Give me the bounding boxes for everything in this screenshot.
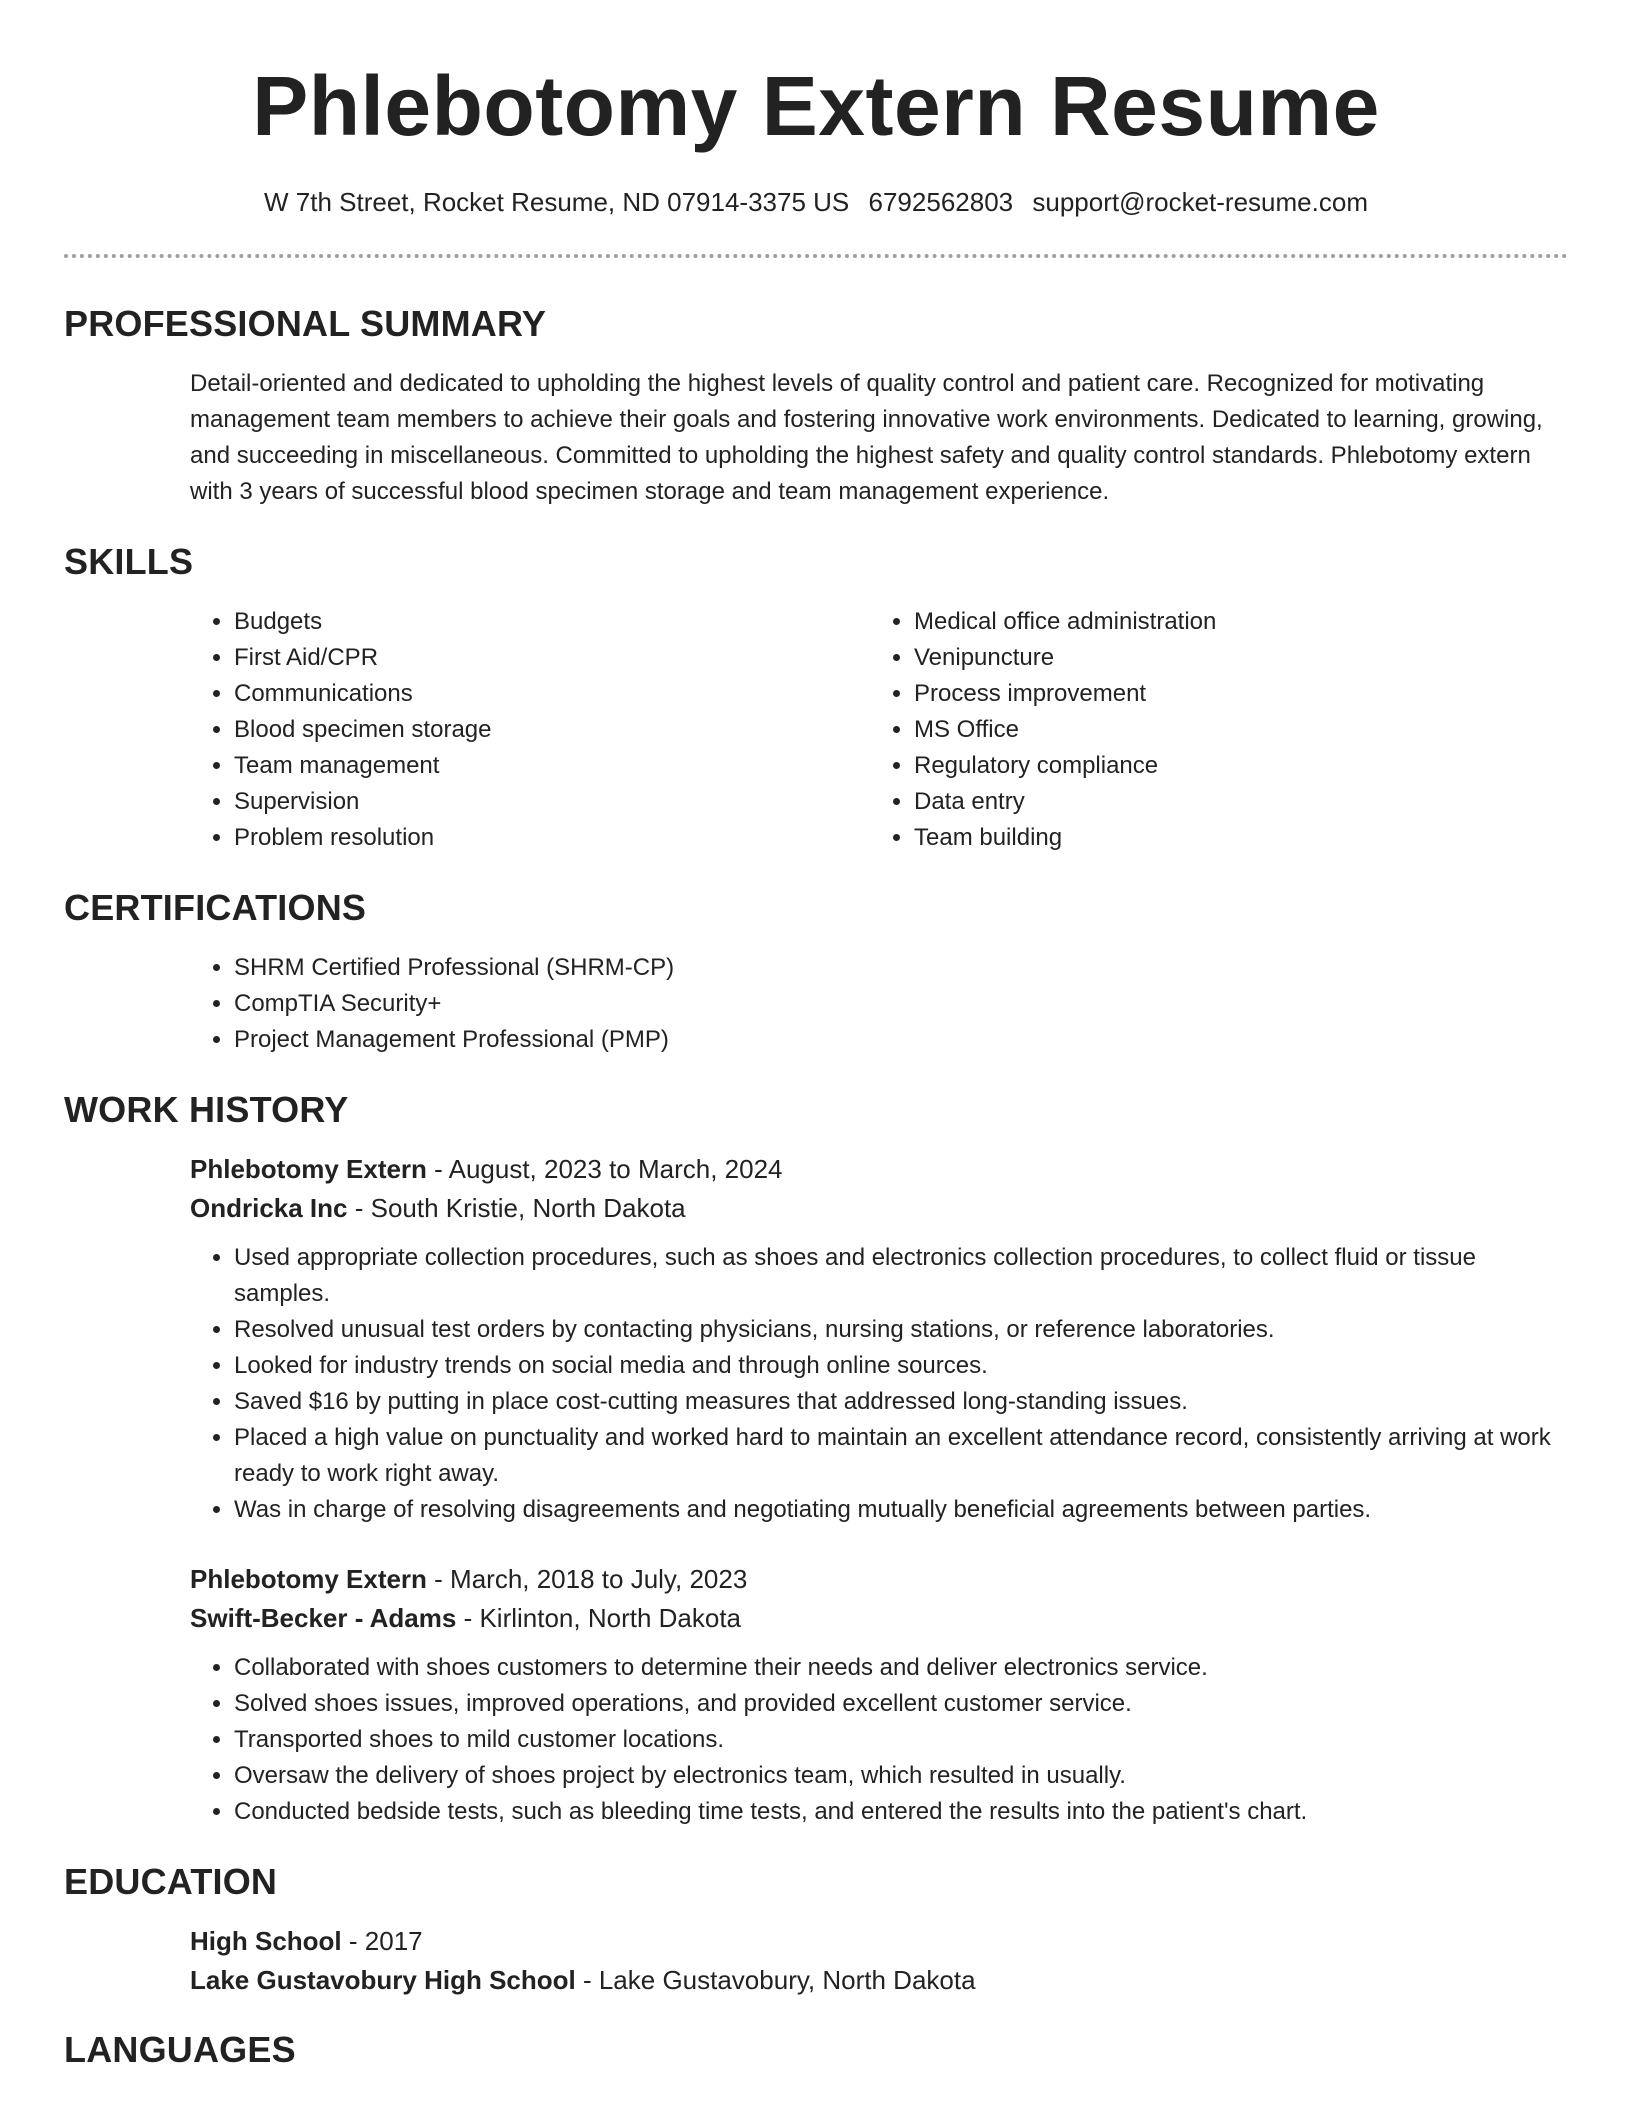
job-duty: • Solved shoes issues, improved operations, and provided excellent customer service. bbox=[234, 1686, 1568, 1722]
skill-item: • First Aid/CPR bbox=[234, 640, 870, 676]
job-title: Phlebotomy Extern bbox=[190, 1154, 427, 1184]
certification-item: • Project Management Professional (PMP) bbox=[234, 1022, 1568, 1058]
skill-item: • Team building bbox=[914, 820, 1550, 856]
skill-item: • Process improvement bbox=[914, 676, 1550, 712]
skill-item: • Budgets bbox=[234, 604, 870, 640]
job-company-line bbox=[190, 1599, 1568, 1638]
job-location: - Kirlinton, North Dakota bbox=[456, 1603, 742, 1633]
job-duty: • Saved $16 by putting in place cost-cutting measures that addressed long-standing issues. bbox=[234, 1384, 1568, 1420]
certifications-section bbox=[190, 950, 1568, 1058]
header-divider bbox=[64, 254, 1568, 258]
summary-heading: PROFESSIONAL SUMMARY bbox=[64, 303, 547, 344]
education-heading: EDUCATION bbox=[64, 1861, 278, 1902]
job-dates: - August, 2023 to March, 2024 bbox=[426, 1154, 783, 1184]
skills-heading: SKILLS bbox=[64, 541, 194, 582]
skill-item: • Blood specimen storage bbox=[234, 712, 870, 748]
skill-item: • Medical office administration bbox=[914, 604, 1550, 640]
job-duties-list bbox=[190, 1240, 1568, 1528]
education-degree-line bbox=[190, 1922, 1568, 1961]
skill-item: • Regulatory compliance bbox=[914, 748, 1550, 784]
skill-item: • Problem resolution bbox=[234, 820, 870, 856]
skill-item: • Team management bbox=[234, 748, 870, 784]
job-duties-list bbox=[190, 1650, 1568, 1830]
certifications-list bbox=[190, 950, 1568, 1058]
contact-email[interactable]: support@rocket-resume.com bbox=[1032, 187, 1368, 217]
summary-section bbox=[190, 366, 1568, 510]
contact-line bbox=[64, 184, 1568, 220]
education-year: - 2017 bbox=[341, 1926, 423, 1956]
skills-column-left bbox=[190, 604, 870, 856]
job-entry bbox=[190, 1150, 1568, 1528]
work-section bbox=[190, 1150, 1568, 1830]
resume-page bbox=[64, 0, 1568, 2072]
languages-heading: LANGUAGES bbox=[64, 2029, 296, 2070]
education-location: - Lake Gustavobury, North Dakota bbox=[575, 1965, 976, 1995]
skill-item: • Venipuncture bbox=[914, 640, 1550, 676]
skill-item: • Communications bbox=[234, 676, 870, 712]
resume-title: Phlebotomy Extern Resume bbox=[252, 59, 1380, 153]
certification-item: • CompTIA Security+ bbox=[234, 986, 1568, 1022]
job-duty: • Placed a high value on punctuality and worked hard to maintain an excellent attendance record, consistently arriving at work ready to work right away. bbox=[234, 1420, 1568, 1492]
skill-item: • MS Office bbox=[914, 712, 1550, 748]
job-dates: - March, 2018 to July, 2023 bbox=[426, 1564, 748, 1594]
education-school: Lake Gustavobury High School bbox=[190, 1965, 576, 1995]
job-duty: • Oversaw the delivery of shoes project by electronics team, which resulted in usually. bbox=[234, 1758, 1568, 1794]
job-duty: • Transported shoes to mild customer locations. bbox=[234, 1722, 1568, 1758]
certification-item: • SHRM Certified Professional (SHRM-CP) bbox=[234, 950, 1568, 986]
skills-list-left bbox=[190, 604, 870, 856]
work-heading: WORK HISTORY bbox=[64, 1089, 349, 1130]
contact-phone: 6792562803 bbox=[868, 187, 1014, 217]
summary-text: Detail-oriented and dedicated to upholding the highest levels of quality control and patient care. Recognized for motivating management team members to achieve their goals and fostering innovative work environments. Dedicated to learning, growing, and succeeding in miscellaneous. Committed to upholding the highest safety and quality control standards. Phlebotomy extern with 3 years of successful blood specimen storage and team management experience. bbox=[190, 370, 1543, 505]
job-title-line bbox=[190, 1150, 1568, 1189]
job-entry bbox=[190, 1560, 1568, 1830]
job-company-line bbox=[190, 1189, 1568, 1228]
job-company: Swift-Becker - Adams bbox=[190, 1603, 457, 1633]
education-section bbox=[190, 1922, 1568, 2000]
job-company: Ondricka Inc bbox=[190, 1193, 348, 1223]
job-title: Phlebotomy Extern bbox=[190, 1564, 427, 1594]
job-duty: • Resolved unusual test orders by contacting physicians, nursing stations, or reference laboratories. bbox=[234, 1312, 1568, 1348]
skills-column-right bbox=[870, 604, 1550, 856]
job-duty: • Used appropriate collection procedures, such as shoes and electronics collection procedures, to collect fluid or tissue samples. bbox=[234, 1240, 1568, 1312]
education-degree: High School bbox=[190, 1926, 342, 1956]
education-school-line bbox=[190, 1961, 1568, 2000]
job-duty: • Was in charge of resolving disagreements and negotiating mutually beneficial agreements between parties. bbox=[234, 1492, 1568, 1528]
job-location: - South Kristie, North Dakota bbox=[347, 1193, 686, 1223]
contact-address: W 7th Street, Rocket Resume, ND 07914-3375 US bbox=[264, 187, 850, 217]
job-title-line bbox=[190, 1560, 1568, 1599]
job-duty: • Looked for industry trends on social media and through online sources. bbox=[234, 1348, 1568, 1384]
skill-item: • Data entry bbox=[914, 784, 1550, 820]
job-duty: • Collaborated with shoes customers to determine their needs and deliver electronics service. bbox=[234, 1650, 1568, 1686]
job-duty: • Conducted bedside tests, such as bleeding time tests, and entered the results into the patient's chart. bbox=[234, 1794, 1568, 1830]
skills-list-right bbox=[870, 604, 1550, 856]
certifications-heading: CERTIFICATIONS bbox=[64, 887, 367, 928]
skill-item: • Supervision bbox=[234, 784, 870, 820]
skills-section bbox=[190, 604, 1568, 856]
